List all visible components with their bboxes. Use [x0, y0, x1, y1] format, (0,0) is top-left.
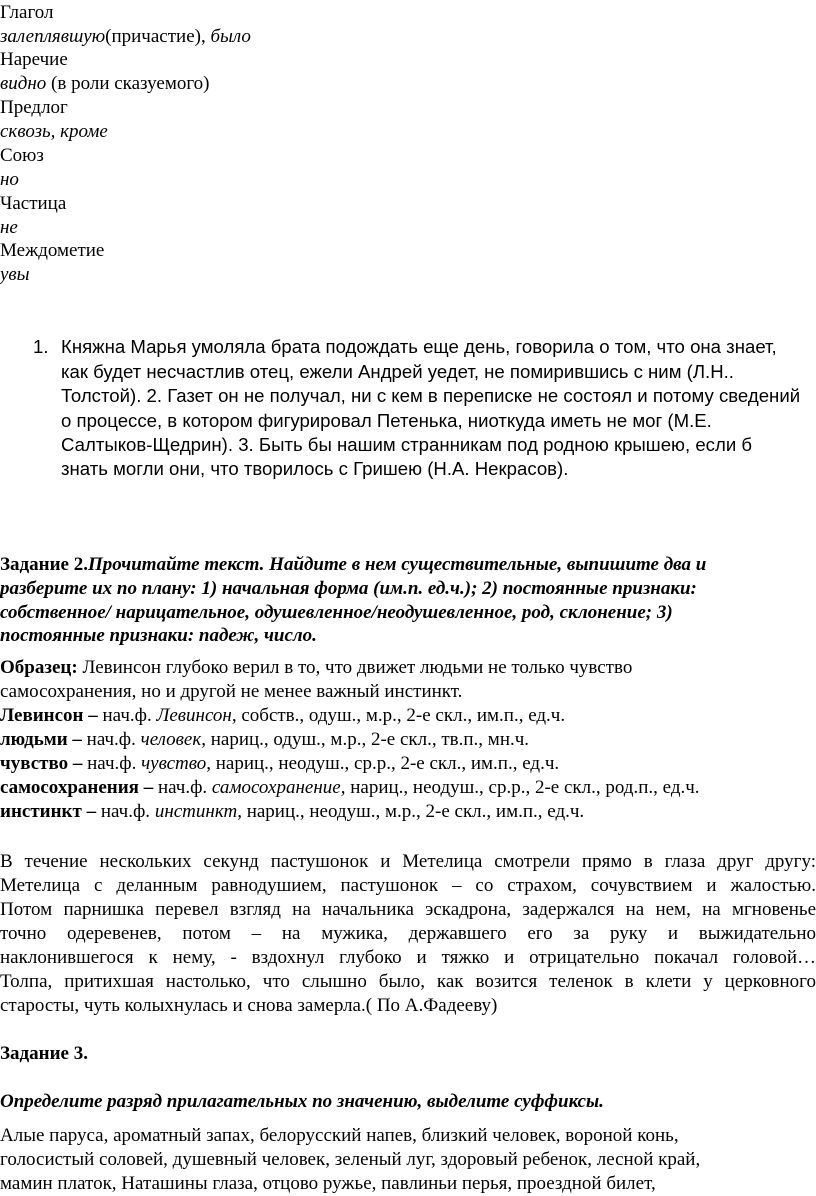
- list-item-number: 1.: [33, 336, 49, 357]
- sample-text: Левинсон глубоко верил в то, что движет людьми не только чувство: [77, 657, 633, 678]
- analysis-form: человек: [140, 729, 202, 750]
- text-paragraph-line: Потом парнишка перевел взгляд на начальника эскадрона, задержался на нем, на мгновенье: [0, 899, 816, 920]
- analysis-form: самосохранение: [211, 777, 341, 798]
- pos-example-conjunction: но: [0, 169, 19, 190]
- text-paragraph-line: Метелица с деланным равнодушием, пастушонок – со страхом, сочувствием и жалостью.: [0, 875, 816, 896]
- analysis-rest: , нариц., неодуш., м.р., 2-е скл., им.п., ед.ч.: [237, 801, 585, 822]
- pos-example-verb: [0, 25, 251, 49]
- pos-label-verb: Глагол: [0, 2, 54, 23]
- analysis-prefix: нач.ф.: [82, 753, 142, 774]
- analysis-row: [0, 704, 565, 728]
- analysis-prefix: нач.ф.: [96, 801, 155, 822]
- analysis-row: [0, 728, 529, 752]
- task3-line: мамин платок, Наташины глаза, отцово ружье, павлиньи перья, проездной билет,: [0, 1173, 656, 1194]
- sample-line: самосохранения, но и другой не менее важный инстинкт.: [0, 681, 463, 702]
- task2-instruction-line: разберите их по плану: 1) начальная форма (им.п. ед.ч.); 2) постоянные признаки:: [0, 578, 697, 599]
- pos-example-preposition: сквозь, кроме: [0, 121, 108, 142]
- analysis-form: инстинкт: [154, 801, 238, 822]
- pos-label-interjection: Междометие: [0, 240, 105, 261]
- task2-instruction-line: собственное/ нарицательное, одушевленное/неодушевленное, род, склонение; 3): [0, 602, 673, 623]
- pos-example-adverb: [0, 72, 210, 96]
- text-paragraph-line: старосты, чуть колыхнулась и снова замерла.( По А.Фадееву): [0, 995, 498, 1016]
- text-paragraph-line: наклонившегося к нему, - вздохнул глубоко и тяжко и отрицательно покачал головой…: [0, 947, 816, 968]
- pos-example-particle: не: [0, 217, 18, 238]
- analysis-word: самосохранения –: [0, 777, 154, 798]
- text-paragraph-line: В течение нескольких секунд пастушонок и Метелица смотрели прямо в глаза друг другу:: [0, 851, 816, 872]
- analysis-prefix: нач.ф.: [81, 729, 141, 750]
- sample-label: Образец:: [0, 657, 78, 678]
- list-item-line: Салтыков-Щедрин). 3. Быть бы нашим странникам под родною крышею, если б: [61, 434, 753, 455]
- analysis-rest: , собств., одуш., м.р., 2-е скл., им.п., ед.ч.: [231, 705, 566, 726]
- analysis-rest: , нариц., неодуш., ср.р., 2-е скл., род.п., ед.ч.: [340, 777, 700, 798]
- pos-example-verb-note: (причастие),: [105, 26, 211, 47]
- analysis-row: [0, 800, 584, 824]
- task3-instruction: Определите разряд прилагательных по значению, выделите суффиксы.: [0, 1091, 604, 1112]
- pos-example-verb-word2: было: [210, 26, 251, 47]
- pos-label-conjunction: Союз: [0, 145, 44, 166]
- sample-line: [0, 656, 632, 680]
- list-item-line: знать могли они, что творилось с Гришею (Н.А. Некрасов).: [61, 458, 569, 479]
- analysis-prefix: нач.ф.: [153, 777, 212, 798]
- pos-example-adverb-word: видно: [0, 73, 47, 94]
- analysis-word: чувство –: [0, 753, 83, 774]
- analysis-form: Левинсон: [156, 705, 232, 726]
- pos-label-adverb: Наречие: [0, 49, 68, 70]
- analysis-rest: нариц., неодуш., ср.р., 2-е скл., им.п., ед.ч.: [210, 753, 560, 774]
- task3-line: голосистый соловей, душевный человек, зеленый луг, здоровый ребенок, лесной край,: [0, 1149, 701, 1170]
- analysis-word: инстинкт –: [0, 801, 97, 822]
- task3-heading: Задание 3.: [0, 1043, 88, 1064]
- task2-instruction: Прочитайте текст. Найдите в нем существительные, выпишите два и: [87, 554, 707, 575]
- pos-example-adverb-note: (в роли сказуемого): [46, 73, 210, 94]
- task2-heading-line: [0, 553, 706, 577]
- task3-line: Алые паруса, ароматный запах, белорусский напев, близкий человек, вороной конь,: [0, 1125, 679, 1146]
- task2-heading: Задание 2.: [0, 554, 88, 575]
- analysis-rest: , нариц., одуш., м.р., 2-е скл., тв.п., мн.ч.: [201, 729, 530, 750]
- list-item-line: Толстой). 2. Газет он не получал, ни с кем в переписке не состоял и потому сведений: [61, 385, 801, 406]
- analysis-word: Левинсон –: [0, 705, 98, 726]
- pos-example-verb-word: залеплявшую: [0, 26, 106, 47]
- text-paragraph-line: Толпа, притихшая настолько, что слышно было, как возится теленок в клети у церковного: [0, 971, 816, 992]
- analysis-row: [0, 776, 700, 800]
- list-item-line: о процессе, в котором фигурировал Петенька, ниоткуда иметь не мог (М.Е.: [61, 410, 712, 431]
- task2-instruction-line: постоянные признаки: падеж, число.: [0, 625, 317, 646]
- pos-label-preposition: Предлог: [0, 97, 68, 118]
- analysis-prefix: нач.ф.: [97, 705, 157, 726]
- pos-label-particle: Частица: [0, 193, 67, 214]
- analysis-form: чувство,: [141, 753, 211, 774]
- list-item-line: как будет несчастлив отец, ежели Андрей уедет, не помирившись с ним (Л.Н..: [61, 361, 734, 382]
- text-paragraph-line: точно одеревенев, потом – на мужика, державшего его за руку и выжидательно: [0, 923, 816, 944]
- list-item-line: Княжна Марья умоляла брата подождать еще день, говорила о том, что она знает,: [61, 336, 777, 357]
- pos-example-interjection: увы: [0, 264, 30, 285]
- analysis-word: людьми –: [0, 729, 82, 750]
- analysis-row: [0, 752, 559, 776]
